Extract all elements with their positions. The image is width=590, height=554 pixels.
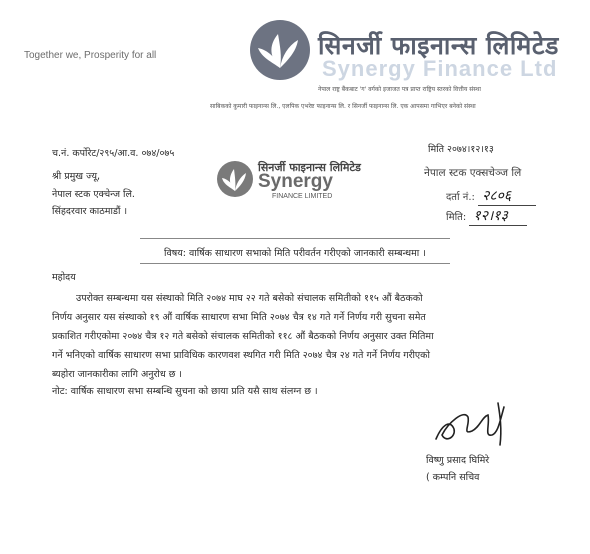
synergy-logo-icon bbox=[216, 160, 254, 198]
company-name-nepali: सिनर्जी फाइनान्स लिमिटेड bbox=[318, 31, 559, 60]
body-line-4: गर्ने भनिएको वार्षिक साधारण सभा प्राविधिक कारणवश स्थगित गरी मिति २०७४ चैत्र २४ गते गर्ने निर्णय गरीएको bbox=[52, 350, 430, 361]
stamp-date-value: १२।१३ bbox=[469, 206, 527, 226]
reference-number: च.नं. कर्पोरेट/२९५/आ.व. ०७४/०७५ bbox=[52, 148, 175, 159]
salutation: महोदय bbox=[52, 272, 76, 283]
licence-line: नेपाल राष्ट्र बैंकबाट 'ग' वर्गको इजाजत पत्र प्राप्त राष्ट्रिय स्तरको वित्तीय संस्था bbox=[318, 86, 481, 93]
stamp-date-label: मिति: bbox=[446, 212, 467, 223]
stamp-registration-value: २८०६ bbox=[478, 186, 536, 206]
signatory-name: विष्णु प्रसाद घिमिरे bbox=[426, 455, 490, 466]
stamp-organisation: नेपाल स्टक एक्सचेञ्ज लि bbox=[424, 167, 522, 179]
body-line-3: प्रकाशित गरीएकोमा २०७४ चैत्र १२ गते बसेको संचालक समितीको ११८ औं बैठकको निर्णय अनुसार उक्त मितिमा bbox=[52, 331, 434, 342]
letter-date: मिति २०७४।१२।१३ bbox=[428, 144, 494, 155]
company-name-english: Synergy Finance Ltd bbox=[322, 56, 558, 81]
signature-mark bbox=[428, 395, 518, 451]
body-line-2: निर्णय अनुसार यस संस्थाको १९ औं वार्षिक साधारण सभा मिति २०७४ चैत्र १४ गते गर्ने निर्णय गरी सुचना समेत bbox=[52, 312, 426, 323]
mid-logo-subtitle: FINANCE LIMITED bbox=[272, 193, 333, 200]
body-paragraph bbox=[52, 289, 542, 384]
subject-rule-bottom bbox=[140, 263, 450, 264]
merger-line: साबिकको कुमारी फाइनान्स लि., एलपिक एभरेष्ट फाइनान्स लि. र सिनर्जी फाइनान्स लि. एक आपसमा गाभिएर बनेको संस्था bbox=[210, 103, 476, 110]
mid-logo-nepali: सिनर्जी फाइनान्स लिमिटेड bbox=[258, 161, 361, 174]
note-line: नोट: वार्षिक साधारण सभा सम्बन्धि सुचना को छाया प्रति यसै साथ संलग्न छ । bbox=[52, 386, 318, 397]
mid-logo-english: Synergy bbox=[258, 171, 333, 192]
signatory-title: ( कम्पनि सचिव bbox=[426, 472, 480, 483]
recipient-line-2: नेपाल स्टक एक्चेन्ज लि. bbox=[52, 189, 135, 200]
recipient-line-1: श्री प्रमुख ज्यू, bbox=[52, 171, 101, 182]
body-line-1: उपरोक्त सम्बन्धमा यस संस्थाको मिति २०७४ माघ २२ गते बसेको संचालक समितीको ११५ औं बैठकको bbox=[76, 293, 423, 304]
stamp-date bbox=[446, 206, 527, 226]
recipient-line-3: सिंहदरवार काठमाडौं । bbox=[52, 206, 128, 217]
company-logo bbox=[248, 18, 312, 82]
subject-line: विषय: वार्षिक साधारण सभाको मिति परीवर्तन गरीएको जानकारी सम्बन्धमा । bbox=[164, 248, 426, 259]
stamp-registration bbox=[446, 186, 536, 206]
subject-rule-top bbox=[140, 238, 450, 239]
tagline: Together we, Prosperity for all bbox=[24, 50, 157, 61]
body-line-5: ब्यहोरा जानकारीका लागि अनुरोध छ । bbox=[52, 369, 182, 380]
stamp-registration-label: दर्ता नं.: bbox=[446, 192, 475, 203]
